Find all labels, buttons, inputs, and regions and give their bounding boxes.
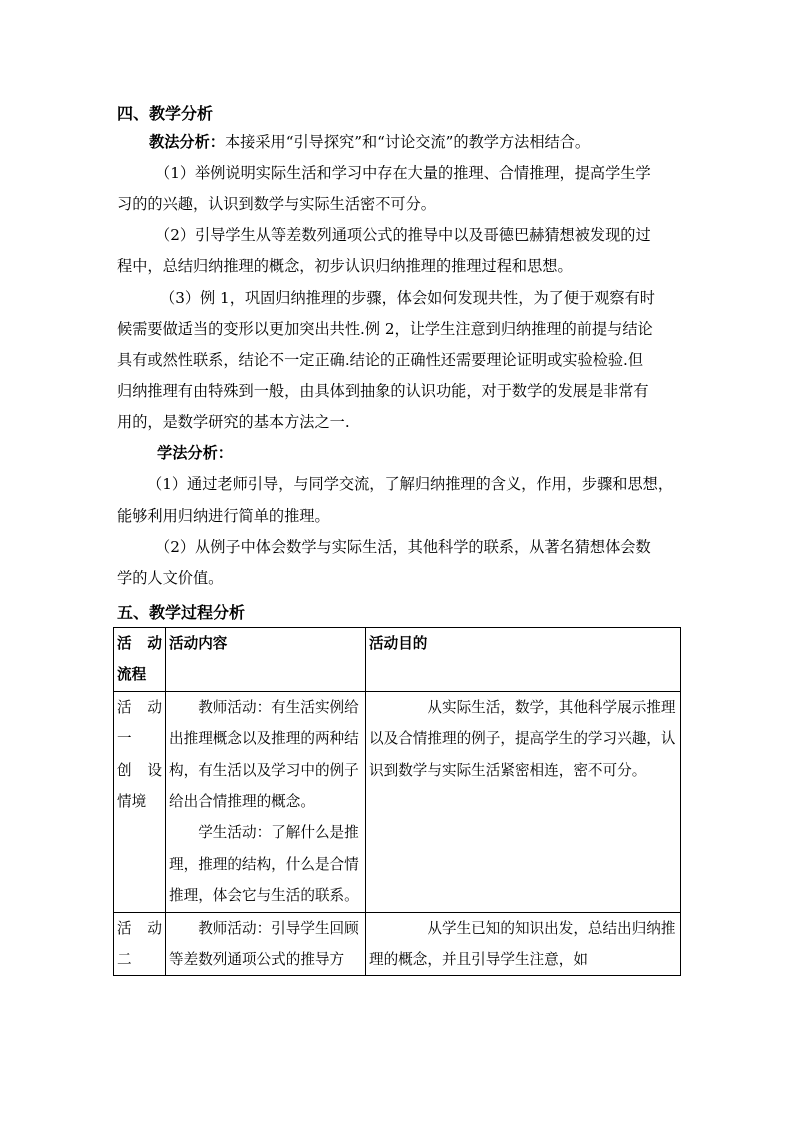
paragraph-line: （2）从例子中体会数学与实际生活，其他科学的联系，从著名猜想体会数 [155, 538, 651, 556]
section-heading-process-analysis: 五、教学过程分析 [117, 603, 246, 622]
paragraph-line: （2）引导学生从等差数列通项公式的推导中以及哥德巴赫猜想被发现的过 [155, 226, 651, 244]
activity-flow-cell: 活 动 一 创 设 情境 [114, 691, 166, 912]
learning-method-label: 学法分析： [157, 444, 233, 462]
paragraph-line: （1）通过老师引导，与同学交流，了解归纳推理的含义，作用，步骤和思想， [147, 475, 674, 493]
paragraph-line: （1）举例说明实际生活和学习中存在大量的推理、合情推理，提高学生学 [155, 164, 651, 182]
teaching-method-label: 教法分析： [149, 133, 225, 151]
paragraph-line: 用的，是数学研究的基本方法之一. [117, 413, 350, 431]
activity-goal-cell: 从实际生活，数学，其他科学展示推理以及合情推理的例子，提高学生的学习兴趣，认识到数学与实际生活紧密相连，密不可分。 [366, 691, 681, 912]
paragraph-line: 具有或然性联系，结论不一定正确.结论的正确性还需要理论证明或实验检验.但 [117, 351, 644, 369]
table-row [114, 912, 681, 976]
paragraph-line: 候需要做适当的变形以更加突出共性.例 2，让学生注意到归纳推理的前提与结论 [117, 320, 653, 338]
paragraph-line: 学的人文价值。 [117, 569, 224, 587]
teaching-process-table [113, 627, 681, 976]
section-heading-teaching-analysis: 四、教学分析 [117, 104, 214, 123]
paragraph-line: （3）例 1，巩固归纳推理的步骤，体会如何发现共性，为了便于观察有时 [160, 289, 655, 307]
header-activity-flow: 活 动 流程 [114, 628, 166, 692]
teaching-method-text: 本接采用“引导探究”和“讨论交流”的教学方法相结合。 [224, 133, 591, 151]
activity-content-cell: 教师活动：有生活实例给出推理概念以及推理的两种结构，有生活以及学习中的例子给出合情推理的概念。 学生活动：了解什么是推理，推理的结构，什么是合情推理，体会它与生活的联系。 [166, 691, 366, 912]
table-header-row [114, 628, 681, 692]
table-row [114, 691, 681, 912]
paragraph-line: 习的的兴趣，认识到数学与实际生活密不可分。 [117, 195, 436, 213]
paragraph-line: 归纳推理有由特殊到一般，由具体到抽象的认识功能，对于数学的发展是非常有 [117, 382, 649, 400]
teaching-method-line [149, 127, 715, 158]
paragraph-line: 程中，总结归纳推理的概念，初步认识归纳推理的推理过程和思想。 [117, 257, 573, 275]
activity-content-cell: 教师活动：引导学生回顾等差数列通项公式的推导方 [166, 912, 366, 976]
activity-flow-cell: 活 动 二 [114, 912, 166, 976]
header-activity-goal: 活动目的 [366, 628, 681, 692]
paragraph-line: 能够利用归纳进行简单的推理。 [117, 507, 330, 525]
header-activity-content: 活动内容 [166, 628, 366, 692]
activity-goal-cell: 从学生已知的知识出发，总结出归纳推理的概念，并且引导学生注意，如 [366, 912, 681, 976]
